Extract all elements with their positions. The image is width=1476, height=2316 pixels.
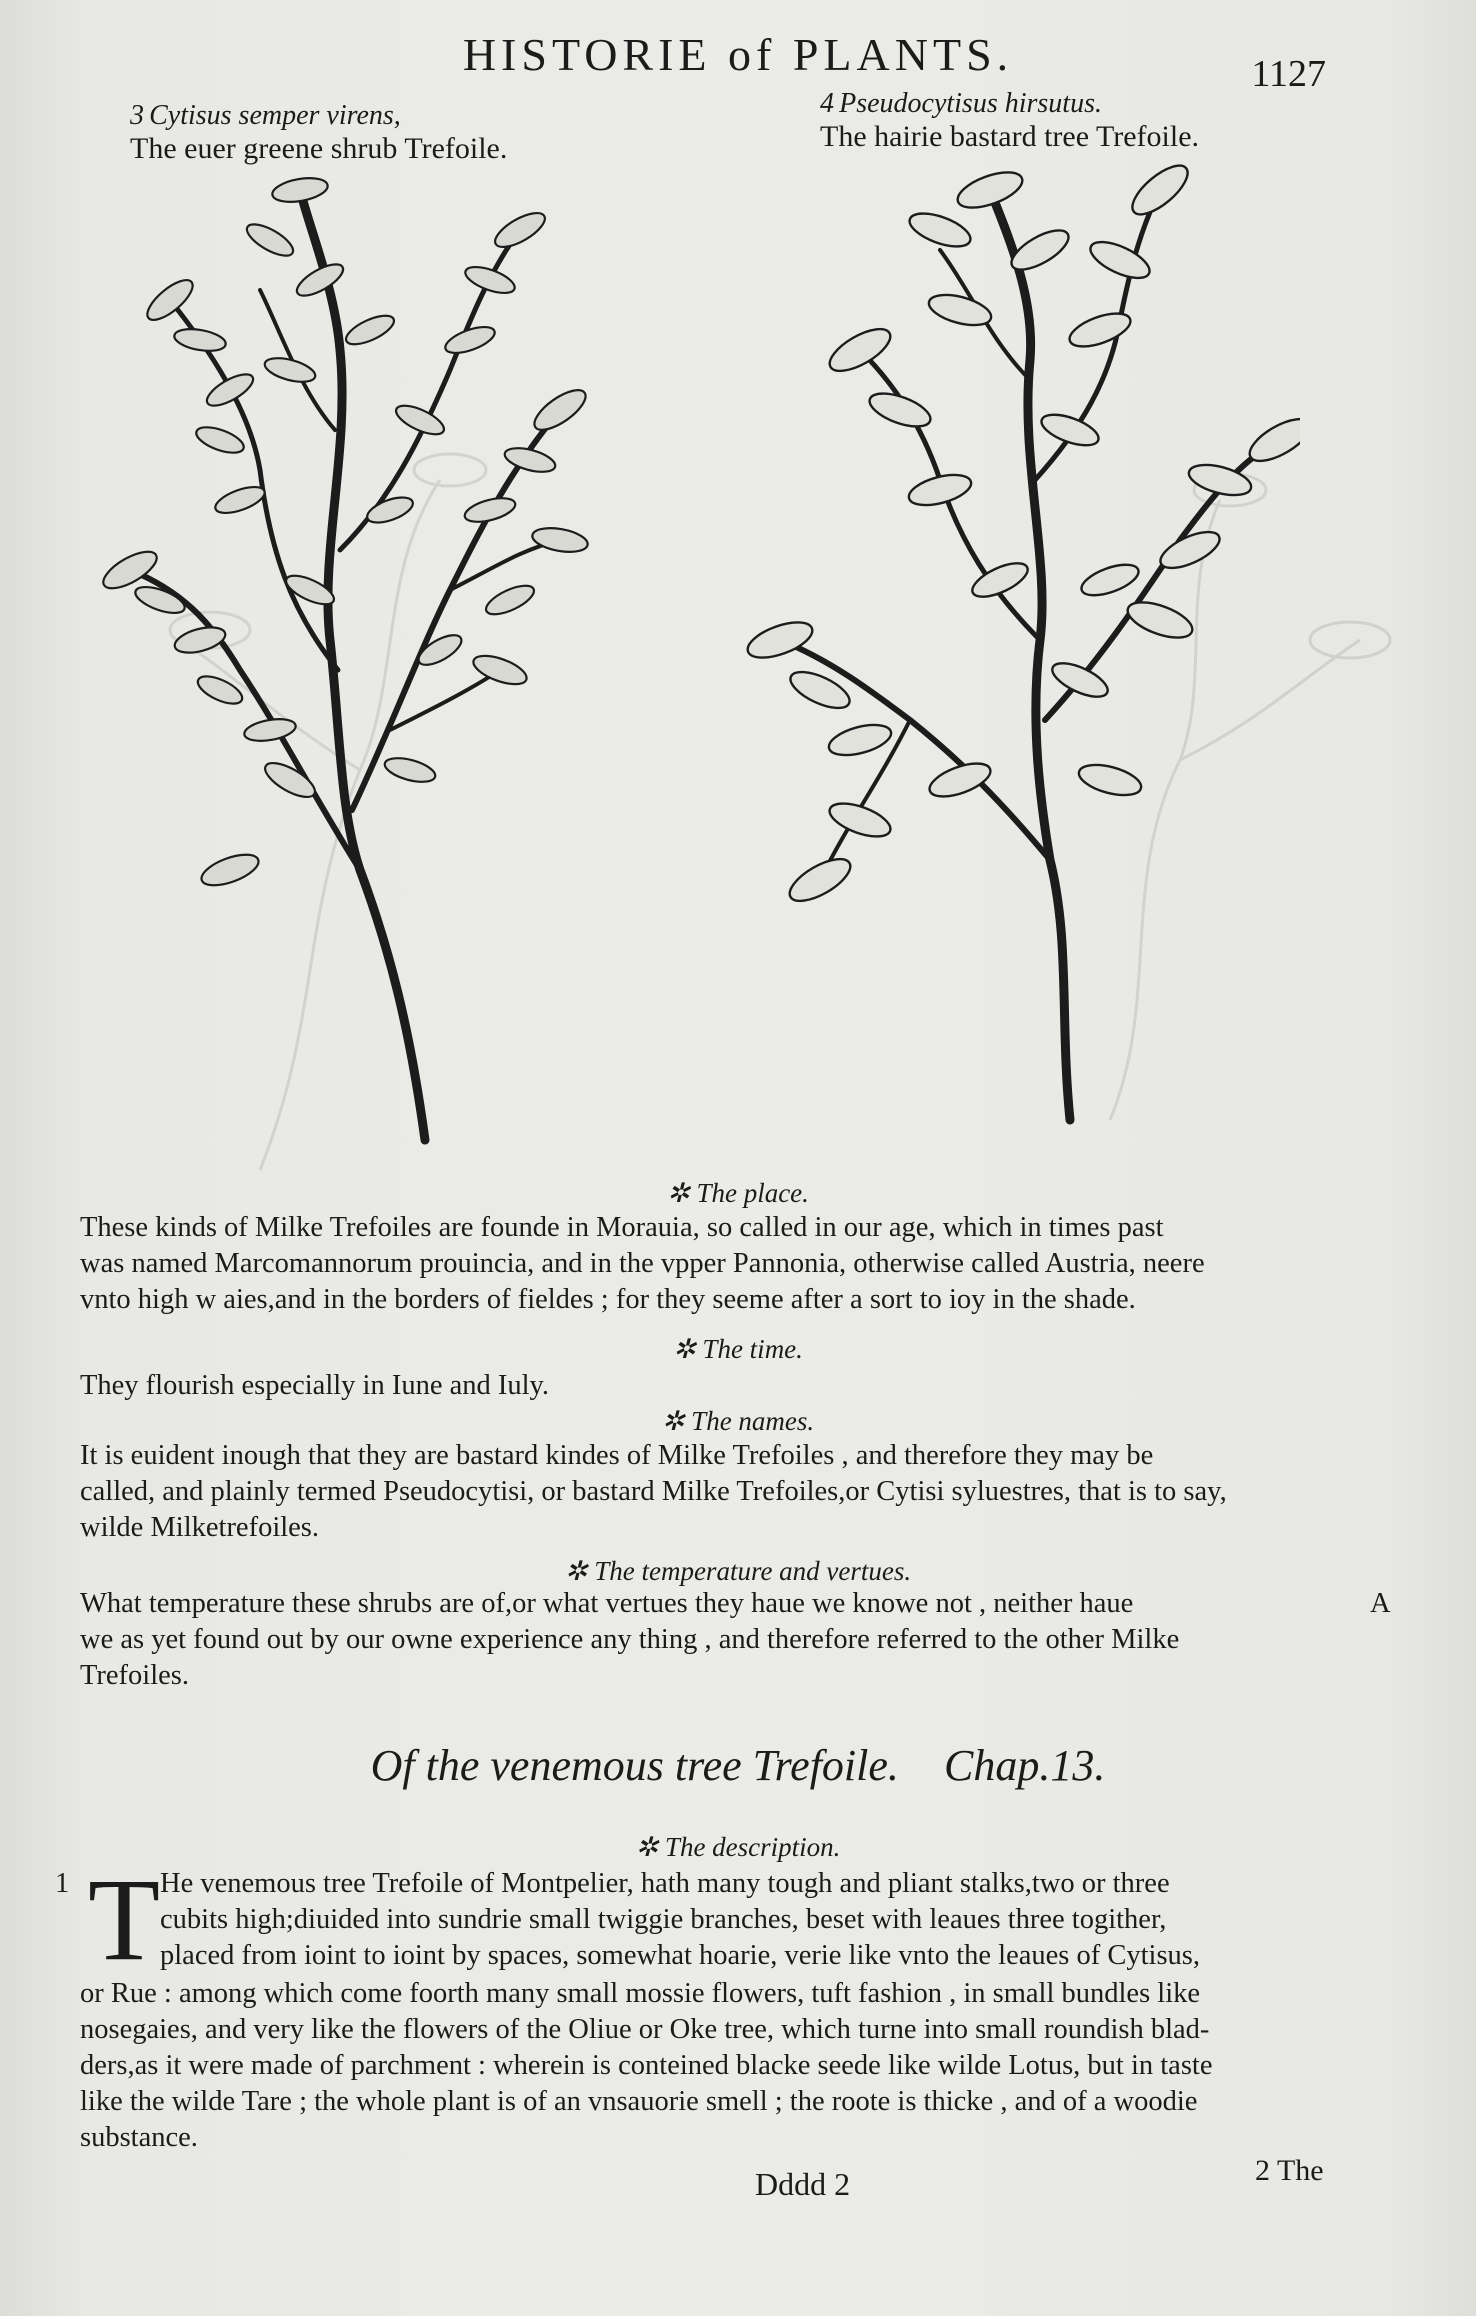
- chapter-title: Of the venemous tree Trefoile.: [370, 1741, 899, 1790]
- running-title: HISTORIE of PLANTS.: [462, 29, 1014, 80]
- text-line: cubits high;diuided into sundrie small twiggie branches, beset with leaues three togither,: [160, 1904, 1167, 1935]
- dropcap-letter: T: [88, 1854, 161, 1985]
- section-the-names: [80, 1438, 1410, 1546]
- figure-3-caption: [130, 100, 507, 166]
- chapter-heading: [0, 1740, 1476, 1791]
- page-number: 1127: [1251, 53, 1326, 95]
- signature-mark: Dddd 2: [755, 2166, 851, 2202]
- heading-the-time: ✲ The time.: [673, 1334, 803, 1364]
- section-temperature-and-vertues: [80, 1586, 1410, 1694]
- figure-4-number: 4: [820, 88, 834, 119]
- text-line: we as yet found out by our owne experience any thing , and therefore referred to the other Milke: [80, 1624, 1180, 1655]
- text-line: substance.: [80, 2122, 198, 2153]
- section-the-time: [80, 1368, 1410, 1404]
- heading-the-names: ✲ The names.: [661, 1406, 815, 1436]
- heading-the-place: ✲ The place.: [667, 1178, 809, 1208]
- text-line: They flourish especially in Iune and Iuly.: [80, 1370, 550, 1401]
- section-the-place: [80, 1210, 1410, 1318]
- description-opening: [160, 1866, 1410, 1974]
- text-line: or Rue : among which come foorth many small mossie flowers, tuft fashion , in small bundles like: [80, 1978, 1201, 2009]
- figure-3-english-name: The euer greene shrub Trefoile.: [130, 132, 508, 165]
- text-line: placed from ioint to ioint by spaces, somewhat hoarie, verie like vnto the leaues of Cytisus,: [160, 1940, 1200, 1971]
- woodcut-pseudocytisus-hirsutus: [740, 160, 1300, 1140]
- text-line: ders,as it were made of parchment : wherein is conteined blacke seede like wilde Lotus, but in taste: [80, 2050, 1213, 2081]
- figure-3-latin-name: Cytisus semper virens,: [149, 100, 401, 131]
- figure-3-number: 3: [130, 100, 144, 131]
- text-line: What temperature these shrubs are of,or what vertues they haue we knowe not , neither haue: [80, 1588, 1134, 1619]
- text-line: vnto high w aies,and in the borders of fieldes ; for they seeme after a sort to ioy in the shade.: [80, 1284, 1136, 1315]
- text-line: like the wilde Tare ; the whole plant is of an vnsauorie smell ; the roote is thicke , and of a woodie: [80, 2086, 1198, 2117]
- text-line: He venemous tree Trefoile of Montpelier, hath many tough and pliant stalks,two or three: [160, 1868, 1170, 1899]
- chapter-number: Chap.13.: [944, 1741, 1106, 1790]
- text-line: nosegaies, and very like the flowers of the Oliue or Oke tree, which turne into small roundish blad-: [80, 2014, 1210, 2045]
- text-line: called, and plainly termed Pseudocytisi, or bastard Milke Trefoiles,or Cytisi syluestres, that is to say,: [80, 1476, 1227, 1507]
- text-line: wilde Milketrefoiles.: [80, 1512, 320, 1543]
- description-item-number: 1: [55, 1868, 70, 1899]
- figure-4-english-name: The hairie bastard tree Trefoile.: [820, 120, 1200, 153]
- heading-the-description: ✲ The description.: [635, 1832, 841, 1862]
- text-line: was named Marcomannorum prouincia, and in the vpper Pannonia, otherwise called Austria, neere: [80, 1248, 1205, 1279]
- catchword: 2 The: [1255, 2154, 1324, 2187]
- heading-temperature-and-vertues: ✲ The temperature and vertues.: [564, 1556, 912, 1586]
- text-line: These kinds of Milke Trefoiles are founde in Morauia, so called in our age, which in times past: [80, 1212, 1164, 1243]
- text-line: Trefoiles.: [80, 1660, 189, 1691]
- figure-4-caption: [820, 88, 1199, 154]
- margin-mark-a: A: [1370, 1588, 1391, 1619]
- description-body: [80, 1976, 1410, 2156]
- text-line: It is euident inough that they are bastard kindes of Milke Trefoiles , and therefore they may be: [80, 1440, 1154, 1471]
- figure-4-latin-name: Pseudocytisus hirsutus.: [839, 88, 1102, 119]
- woodcut-cytisus-semper-virens: [90, 170, 650, 1150]
